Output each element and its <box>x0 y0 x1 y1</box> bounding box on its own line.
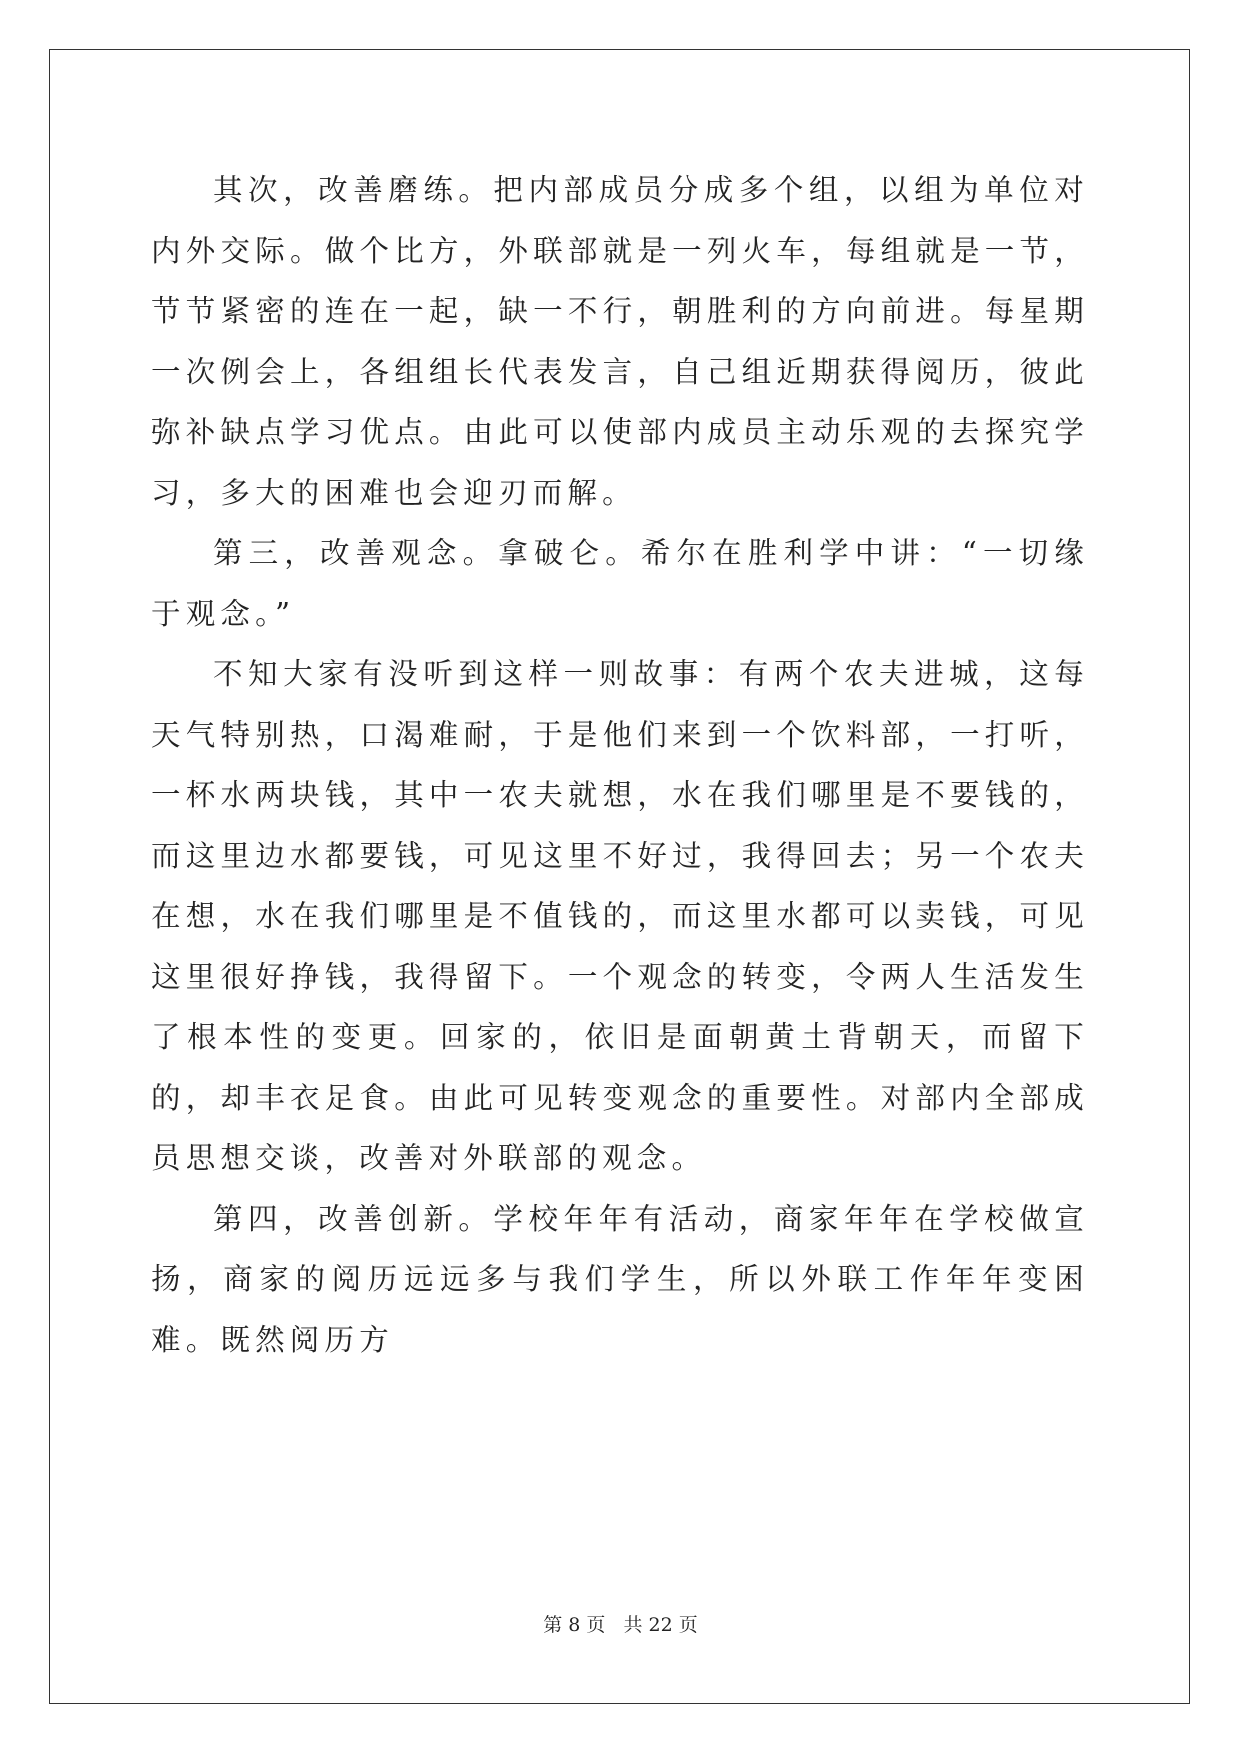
paragraph: 第三，改善观念。拿破仑。希尔在胜利学中讲：“一切缘于观念。” <box>151 536 1089 631</box>
page-total: 共 22 页 <box>623 1614 698 1636</box>
paragraph: 不知大家有没听到这样一则故事：有两个农夫进城，这每天气特别热，口渴难耐，于是他们来到一个饮料部，一打听，一杯水两块钱，其中一农夫就想，水在我们哪里是不要钱的，而这里边水都要钱，可见这里不好过，我得回去；另一个农夫在想，水在我们哪里是不值钱的，而这里水都可以卖钱，可见这里很好挣钱，我得留下。一个观念的转变，令两人生活发生了根本性的变更。回家的，依旧是面朝黄土背朝天，而留下的，却丰衣足食。由此可见转变观念的重要性。对部内全部成员思想交谈，改善对外联部的观念。 <box>151 657 1089 1175</box>
document-body <box>151 160 1089 1370</box>
page-number: 第 8 页 <box>543 1614 606 1636</box>
page-footer <box>0 1610 1241 1637</box>
paragraph: 其次，改善磨练。把内部成员分成多个组，以组为单位对内外交际。做个比方，外联部就是一列火车，每组就是一节，节节紧密的连在一起，缺一不行，朝胜利的方向前进。每星期一次例会上，各组组长代表发言，自己组近期获得阅历，彼此弥补缺点学习优点。由此可以使部内成员主动乐观的去探究学习，多大的困难也会迎刃而解。 <box>151 173 1089 510</box>
paragraph: 第四，改善创新。学校年年有活动，商家年年在学校做宣扬，商家的阅历远远多与我们学生，所以外联工作年年变困难。既然阅历方 <box>151 1201 1089 1357</box>
